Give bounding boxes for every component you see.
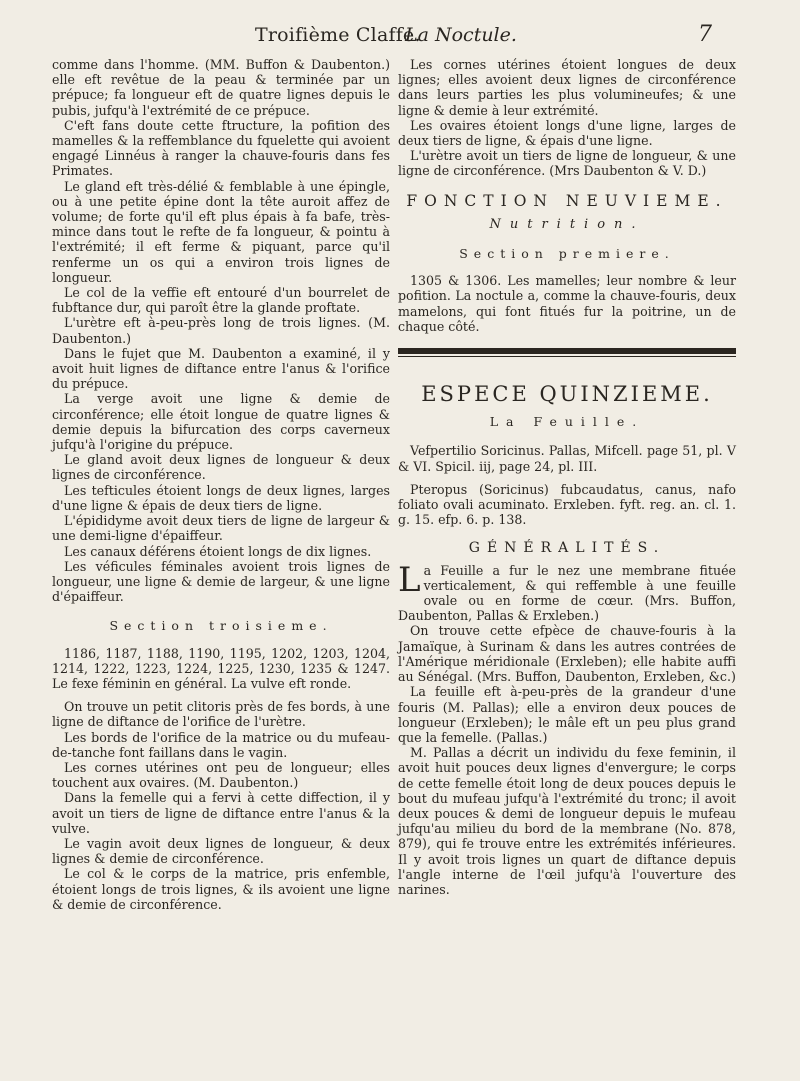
running-header: [0, 24, 800, 54]
paragraph: Les tefticules étoient longs de deux lignes, larges d'une ligne & épais de deux tiers de ligne.: [52, 482, 390, 513]
section-heading: Section troisieme.: [109, 618, 333, 634]
synonym-citation: Pteropus (Soricinus) fubcaudatus, canus, nafo foliato ovali acuminato. Erxleben. fyft. reg. an. cl. 1. g. 15. efp. 6. p. 138.: [398, 481, 736, 528]
paragraph: Le vagin avoit deux lignes de longueur, & deux lignes & demie de circonférence.: [52, 835, 390, 867]
paragraph: Les canaux déférens étoient longs de dix lignes.: [64, 543, 372, 559]
drop-cap: L: [398, 559, 421, 600]
right-column: [398, 57, 736, 897]
header-class-title: Troifième Claffe.: [255, 24, 421, 46]
intro-text: a Feuille a fur le nez une membrane fituée verticalement, & qui reffemble à une feuille ovale ou en forme de cœur. (Mrs. Buffon, Daubenton, Pallas & Erxleben.): [398, 562, 736, 624]
paragraph: Le col de la veffie eft entouré d'un bourrelet de fubftance dur, qui paroît être la glande proftate.: [52, 285, 390, 316]
paragraph: Les bords de l'orifice de la matrice ou du mufeau-de-tanche font faillans dans le vagin.: [52, 729, 390, 760]
paragraph: L'urètre avoit un tiers de ligne de longueur, & une ligne de circonférence. (Mrs Daubenton & V. D.): [398, 148, 736, 179]
paragraph: L'épididyme avoit deux tiers de ligne de largeur & une demi-ligne d'épaiffeur.: [52, 513, 390, 544]
species-name: La Feuille.: [489, 414, 645, 430]
nutrition-heading: Nutrition.: [489, 216, 645, 232]
paragraph: M. Pallas a décrit un individu du fexe feminin, il avoit huit pouces deux lignes d'envergure; le corps de cette femelle étoit long de deux pouces depuis le bout du mufeau jufqu'à l'extrémité du tronc; il avoit deux pouces & demi de longueur depuis le mufeau jufqu'au milieu du bord de la membrane (No. 878, 879), qui fe trouve entre les extrémités inférieures. Il y avoit trois lignes un quart de diftance depuis l'angle interne de l'œil jufqu'à l'ouverture des narines.: [398, 745, 736, 897]
species-heading: ESPECE QUINZIEME.: [421, 382, 713, 407]
generalites-heading: GÉNÉRALITÉS.: [468, 540, 666, 557]
paragraph: Les véficules féminales avoient trois lignes de longueur, une ligne & demie de largeur, & une ligne d'épaiffeur.: [52, 558, 390, 605]
thin-rule: [398, 356, 736, 357]
paragraph: Les cornes utérines ont peu de longueur; elles touchent aux ovaires. (M. Daubenton.): [52, 759, 390, 791]
synonym-citation: Vefpertilio Soricinus. Pallas, Mifcell. page 51, pl. V & VI. Spicil. iij, page 24, pl. III.: [398, 443, 736, 474]
page-number: 7: [698, 22, 712, 47]
paragraph: La verge avoit une ligne & demie de circonférence; elle étoit longue de quatre lignes & demie depuis la bifurcation des corps caverneux jufqu'à l'origine du prépuce.: [52, 391, 390, 453]
paragraph: Le gland eft très-délié & femblable à une épingle, ou à une petite épine dont la tête auroit affez de volume; de forte qu'il eft plus épais à fa bafe, très-mince dans tout le refte de fa longueur, & pointu à l'extrémité; il eft ferme & piquant, parce qu'il renferme un os qui a environ trois lignes de longueur.: [52, 178, 390, 285]
intro-paragraph: [398, 559, 736, 624]
paragraph: On trouve un petit clitoris près de fes bords, à une ligne de diftance de l'orifice de l'urètre.: [52, 699, 390, 730]
paragraph: 1186, 1187, 1188, 1190, 1195, 1202, 1203, 1204, 1214, 1222, 1223, 1224, 1225, 1230, 1235 & 1247. Le fexe féminin en général. La vulve eft ronde.: [52, 645, 390, 691]
paragraph: C'eft fans doute cette ftructure, la pofition des mamelles & la reffemblance du fquelette qui avoient engagé Linnéus à ranger la chauve-fouris dans fes Primates.: [52, 117, 390, 179]
paragraph: Dans le fujet que M. Daubenton a examiné, il y avoit huit lignes de diftance entre l'anus & l'orifice du prépuce.: [52, 345, 390, 392]
paragraph: L'urètre eft à-peu-près long de trois lignes. (M. Daubenton.): [52, 315, 390, 346]
paragraph: comme dans l'homme. (MM. Buffon & Daubenton.) elle eft revêtue de la peau & terminée par un prépuce; fa longueur eft de quatre lignes depuis le pubis, jufqu'à l'extrémité de ce prépuce.: [52, 57, 390, 118]
paragraph: Le col & le corps de la matrice, pris enfemble, étoient longs de trois lignes, & ils avoient une ligne & demie de circonférence.: [52, 866, 390, 912]
paragraph: La feuille eft à-peu-près de la grandeur d'une fouris (M. Pallas); elle a environ deux pouces de longueur (Erxleben); le mâle eft un peu plus grand que la femelle. (Pallas.): [398, 684, 736, 745]
paragraph: On trouve cette efpèce de chauve-fouris à la Jamaïque, à Surinam & dans les autres contrées de l'Amérique méridionale (Erxleben); elle habite auffi au Sénégal. (Mrs. Buffon, Daubenton, Erxleben, &c.): [398, 623, 736, 685]
ornamental-rule: [398, 348, 736, 354]
section-heading: Section premiere.: [459, 246, 675, 262]
paragraph: Les cornes utérines étoient longues de deux lignes; elles avoient deux lignes de circonférence dans leurs parties les plus volumineufes; & une ligne & demie à leur extrémité.: [398, 57, 736, 118]
header-species-title: La Noctule.: [405, 24, 517, 46]
paragraph: 1305 & 1306. Les mamelles; leur nombre & leur pofition. La noctule a, comme la chauve-fouris, deux mamelons, qui font fitués fur la poitrine, un de chaque côté.: [398, 273, 736, 334]
paragraph: Les ovaires étoient longs d'une ligne, larges de deux tiers de ligne, & épais d'une ligne.: [398, 117, 736, 149]
paragraph: Dans la femelle qui a fervi à cette diffection, il y avoit un tiers de ligne de diftance entre l'anus & la vulve.: [52, 790, 390, 836]
fonction-heading: FONCTION NEUVIEME.: [406, 191, 728, 210]
left-column: [52, 57, 390, 912]
paragraph: Le gland avoit deux lignes de longueur & deux lignes de circonférence.: [52, 452, 390, 483]
